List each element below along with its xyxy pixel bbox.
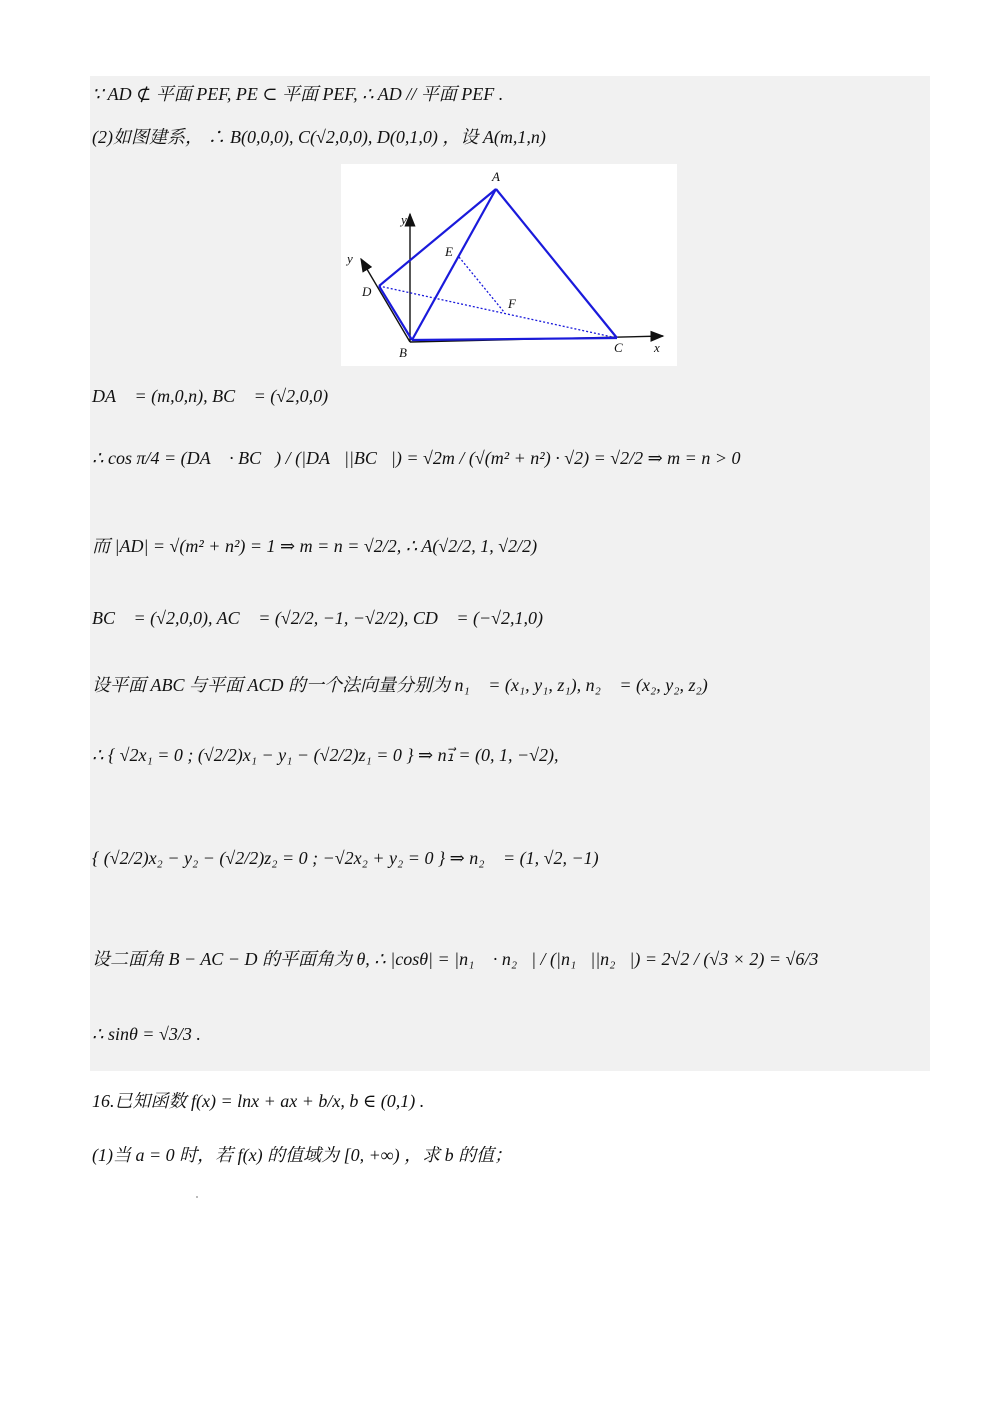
solution-line-7: 设平面 ABC 与平面 ACD 的一个法向量分别为 n₁⃗ = (x₁, y₁, z₁), n₂⃗ = (x₂, y₂, z₂) (92, 675, 708, 695)
solution-line-9: { (√2/2)x₂ − y₂ − (√2/2)z₂ = 0 ; −√2x₂ + y₂ = 0 } ⇒ n₂⃗ = (1, √2, −1) (92, 848, 599, 868)
stray-mark (196, 1196, 198, 1198)
label-y-vertical: y (401, 212, 407, 227)
solution-line-2: (2)如图建系， ∴ B(0,0,0), C(√2,0,0), D(0,1,0) ，设 A(m,1,n) (92, 127, 546, 147)
problem-16-statement: 16.已知函数 f(x) = lnx + ax + b/x, b ∈ (0,1) . (92, 1091, 425, 1111)
label-E: E (445, 244, 453, 259)
edge-AC (496, 189, 617, 338)
edge-AB (412, 189, 496, 340)
coordinate-figure (341, 164, 677, 366)
edge-BC (412, 338, 617, 340)
solution-line-11: ∴ sinθ = √3/3 . (92, 1024, 201, 1044)
label-F: F (508, 296, 516, 311)
problem-16-part-1: (1)当 a = 0 时，若 f(x) 的值域为 [0, +∞) ，求 b 的值； (92, 1145, 513, 1165)
solution-line-4: ∴ cos π/4 = (DA⃗ · BC⃗) / (|DA⃗||BC⃗|) = √2m / (√(m² + n²) · √2) = √2/2 ⇒ m = n > 0 (92, 448, 741, 468)
label-D: D (362, 284, 372, 299)
label-y-diagonal: y (347, 251, 353, 266)
solution-line-6: BC⃗ = (√2,0,0), AC⃗ = (√2/2, −1, −√2/2), CD⃗ = (−√2,1,0) (92, 608, 544, 628)
label-B: B (399, 345, 407, 360)
solution-line-3: DA⃗ = (m,0,n), BC⃗ = (√2,0,0) (92, 386, 329, 406)
edge-DB (379, 286, 412, 340)
label-C: C (614, 340, 623, 355)
solution-line-10: 设二面角 B − AC − D 的平面角为 θ, ∴ |cosθ| = |n₁⃗ · n₂⃗| / (|n₁⃗||n₂⃗|) = 2√2 / (√3 × 2) = √6/3 ， (92, 949, 837, 969)
edge-AD (379, 189, 496, 286)
y-axis-diagonal (361, 259, 410, 342)
solution-line-8: ∴ { √2x₁ = 0 ; (√2/2)x₁ − y₁ − (√2/2)z₁ = 0 } ⇒ n₁⃗ = (0, 1, −√2), (92, 745, 559, 765)
label-x: x (654, 340, 660, 355)
solution-line-1: ∵ AD ⊄ 平面 PEF, PE ⊂ 平面 PEF, ∴ AD // 平面 PEF . (92, 84, 504, 104)
segment-EF-dashed (459, 257, 504, 312)
tetrahedron-diagram (341, 164, 677, 366)
label-A: A (492, 169, 500, 184)
solution-line-5: 而 |AD| = √(m² + n²) = 1 ⇒ m = n = √2/2, ∴ A(√2/2, 1, √2/2) (92, 536, 538, 556)
